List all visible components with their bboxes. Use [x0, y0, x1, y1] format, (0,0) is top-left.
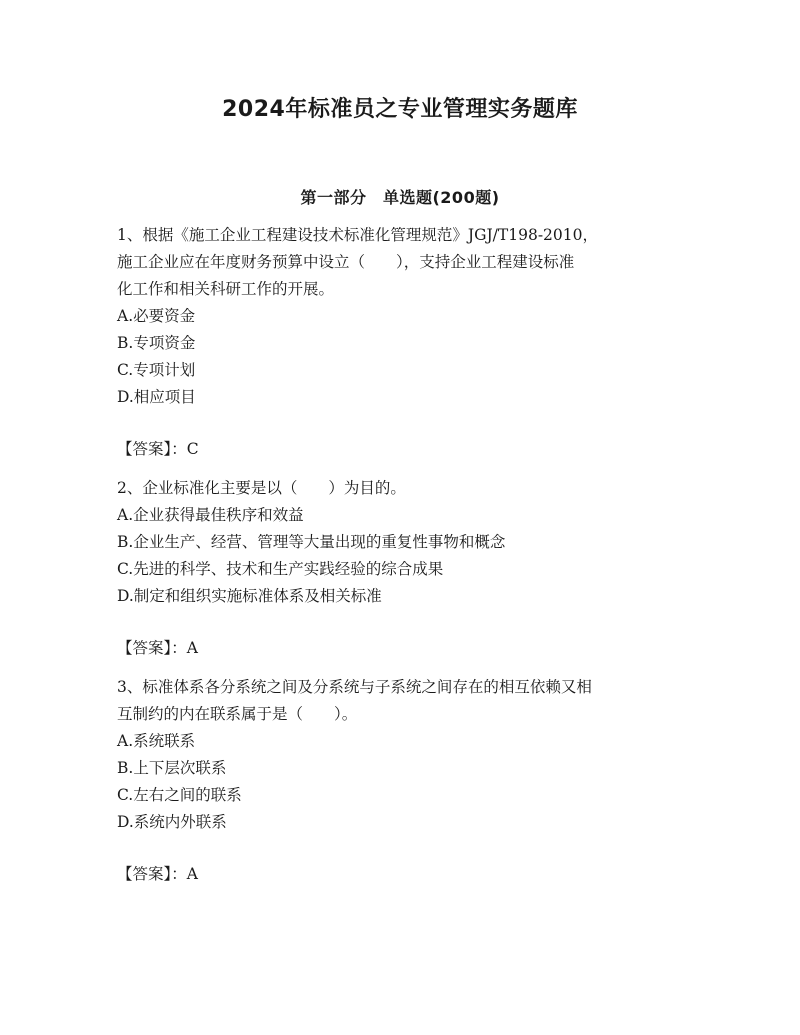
question-stem-line: 2、企业标准化主要是以（ ）为目的。	[117, 479, 406, 497]
question-3	[117, 674, 687, 888]
question-stem-line: 互制约的内在联系属于是（ ）。	[117, 705, 358, 723]
question-stem-line: 施工企业应在年度财务预算中设立（ ），支持企业工程建设标准	[117, 253, 575, 271]
answer-label: 【答案】：C	[117, 440, 199, 458]
option-d: D.制定和组织实施标准体系及相关标准	[117, 587, 382, 605]
option-d: D.相应项目	[117, 388, 196, 406]
answer-label: 【答案】：A	[117, 865, 198, 883]
option-a: A.系统联系	[117, 732, 196, 750]
option-b: B.企业生产、经营、管理等大量出现的重复性事物和概念	[117, 533, 506, 551]
option-a: A.企业获得最佳秩序和效益	[117, 506, 304, 524]
question-1	[117, 222, 687, 475]
option-b: B.上下层次联系	[117, 759, 227, 777]
question-2	[117, 475, 687, 674]
document-title: 2024年标准员之专业管理实务题库	[222, 97, 578, 122]
answer-label: 【答案】：A	[117, 639, 198, 657]
option-d: D.系统内外联系	[117, 813, 227, 831]
option-c: C.专项计划	[117, 361, 196, 379]
option-c: C.先进的科学、技术和生产实践经验的综合成果	[117, 560, 444, 578]
question-list	[117, 222, 687, 888]
option-b: B.专项资金	[117, 334, 196, 352]
question-stem-line: 1、根据《施工企业工程建设技术标准化管理规范》JGJ/T198-2010，	[117, 226, 599, 244]
question-stem-line: 3、标准体系各分系统之间及分系统与子系统之间存在的相互依赖又相	[117, 678, 592, 696]
option-c: C.左右之间的联系	[117, 786, 242, 804]
option-a: A.必要资金	[117, 307, 196, 325]
section-title: 第一部分 单选题(200题)	[300, 188, 500, 207]
question-stem-line: 化工作和相关科研工作的开展。	[117, 280, 335, 298]
